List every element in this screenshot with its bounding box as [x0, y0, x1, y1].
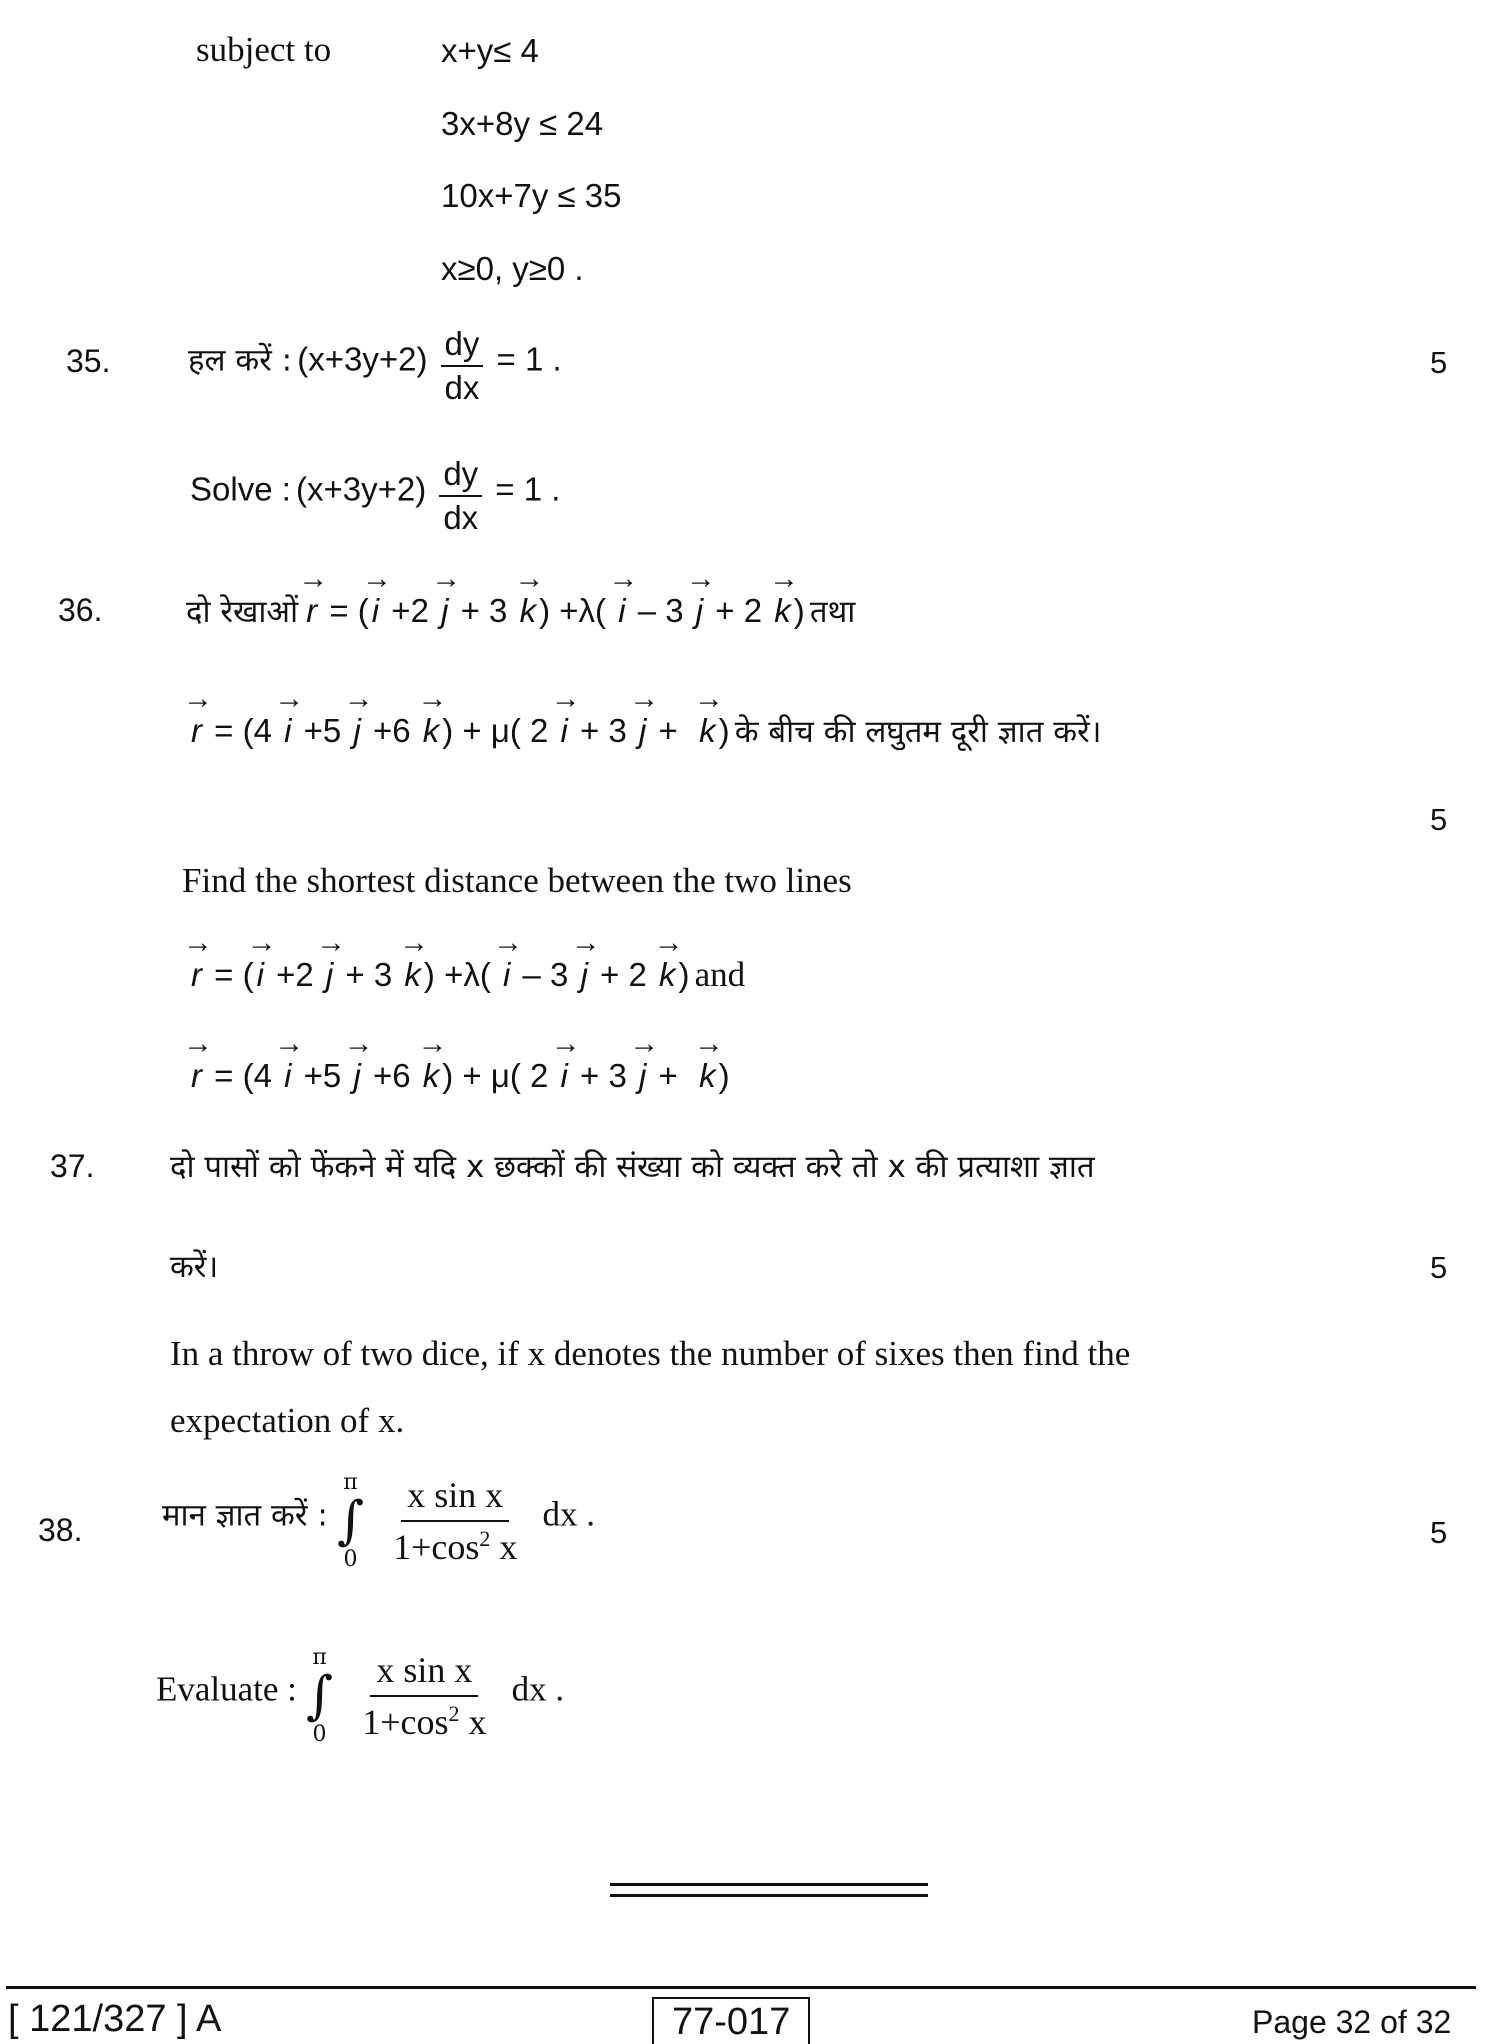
constraint-3: 10x+7y ≤ 35 — [441, 177, 622, 214]
q37-english-line-2: expectation of x. — [170, 1401, 405, 1440]
equation-text: = ( — [320, 592, 369, 629]
equation-text: ) — [678, 956, 690, 993]
vector-symbol: → i — [254, 956, 267, 994]
marks-37: 5 — [1430, 1250, 1448, 1285]
q38-hindi-prefix: मान ज्ञात करें : — [162, 1497, 328, 1534]
vector-symbol: → k — [656, 956, 679, 994]
question-number-35: 35. — [66, 343, 111, 379]
line-equation-2 — [188, 712, 730, 749]
question-number-38: 38. — [38, 1512, 83, 1548]
equation-text: +5 — [294, 1057, 351, 1094]
vector-symbol: → i — [558, 712, 571, 750]
vector-symbol: → k — [696, 712, 719, 750]
q35-rhs-en: = 1 . — [495, 470, 561, 508]
constraint-2: 3x+8y ≤ 24 — [441, 105, 604, 142]
equation-text: ) +λ( — [539, 592, 616, 629]
integral-sign: π ∫ 0 — [306, 1645, 334, 1747]
integrand-fraction — [356, 1649, 492, 1743]
vector-symbol: → k — [420, 712, 443, 750]
page-number: Page 32 of 32 — [1252, 2004, 1452, 2040]
equation-text: + — [649, 1057, 697, 1094]
vector-symbol: → r — [188, 1057, 205, 1095]
vector-symbol: → k — [696, 1057, 719, 1095]
q36-hindi-line-2 — [188, 710, 1101, 752]
q36-hindi-suffix: के बीच की लघुतम दूरी ज्ञात करें। — [734, 714, 1102, 750]
equation-text: +6 — [363, 1057, 420, 1094]
equation-text: +5 — [294, 712, 351, 749]
q38-hindi-integral — [162, 1470, 595, 1572]
vector-symbol: → i — [281, 712, 294, 750]
integral-sign: π ∫ 0 — [336, 1470, 365, 1572]
marks-35: 5 — [1430, 345, 1448, 380]
q36-english-text: Find the shortest distance between the two lines — [182, 861, 852, 900]
vector-symbol: → r — [303, 592, 320, 630]
equation-text: + 3 — [451, 592, 517, 629]
q37-english-line-1: In a throw of two dice, if x denotes the number of sixes then find the — [170, 1334, 1131, 1373]
equation-text: ) +λ( — [423, 956, 500, 993]
vector-symbol: → j — [350, 1057, 363, 1095]
equation-text: – 3 — [513, 956, 578, 993]
q38-english-prefix: Evaluate : — [156, 1669, 297, 1709]
fraction-denominator: dx — [444, 369, 480, 406]
vector-symbol: → j — [323, 956, 336, 994]
vector-symbol: → r — [188, 956, 205, 994]
equation-text: + 2 — [590, 956, 657, 993]
vector-symbol: → j — [578, 956, 591, 994]
question-number-36: 36. — [58, 592, 103, 628]
q36-hindi-and: तथा — [809, 594, 856, 630]
q35-rhs: = 1 . — [496, 340, 562, 378]
fraction-denominator: dx — [443, 499, 479, 536]
integrand-numerator: x sin x — [370, 1649, 478, 1697]
vector-symbol: → j — [693, 592, 706, 630]
equation-text: + 2 — [706, 592, 772, 629]
paper-code: [ 121/327 ] A — [8, 1998, 222, 2040]
vector-symbol: → j — [636, 1057, 649, 1095]
q38-english-integral — [156, 1645, 564, 1747]
upper-limit: π — [312, 1645, 327, 1670]
line-equation-2-en — [188, 1057, 730, 1094]
footer-divider — [6, 1986, 1476, 1989]
integrand-denominator: $1+\cos^2$ x — [393, 1526, 518, 1567]
vector-symbol: → j — [636, 712, 649, 750]
differential: dx . — [542, 1494, 596, 1534]
q36-english-and: and — [694, 955, 746, 994]
derivative-fraction — [441, 325, 484, 407]
integrand-numerator: x sin x — [401, 1474, 509, 1522]
lower-limit: 0 — [312, 1722, 327, 1747]
equation-text: – 3 — [628, 592, 693, 629]
constraint-4: x≥0, y≥0 . — [441, 250, 584, 287]
marks-36: 5 — [1430, 802, 1448, 837]
subject-to-label: subject to — [196, 30, 332, 69]
line-equation-1-en — [188, 956, 690, 993]
equation-text: ) — [718, 712, 730, 749]
line-equation-1 — [303, 592, 805, 629]
fraction-numerator: dy — [441, 325, 484, 367]
equation-text: ) — [718, 1057, 730, 1094]
equation-text: +2 — [266, 956, 323, 993]
equation-text: +6 — [363, 712, 420, 749]
end-rule-top — [610, 1883, 928, 1886]
equation-text: + 3 — [570, 1057, 637, 1094]
vector-symbol: → k — [517, 592, 540, 630]
equation-text: = (4 — [205, 1057, 282, 1094]
equation-text: ) — [793, 592, 805, 629]
vector-symbol: → i — [281, 1057, 294, 1095]
q35-hindi-equation — [188, 325, 562, 407]
lower-limit: 0 — [343, 1547, 358, 1572]
vector-symbol: → r — [188, 712, 205, 750]
vector-symbol: → j — [438, 592, 451, 630]
end-rule-bottom — [610, 1894, 928, 1897]
vector-symbol: → k — [401, 956, 424, 994]
q35-hindi-prefix: हल करें : — [188, 342, 293, 379]
vector-symbol: → k — [771, 592, 794, 630]
q36-hindi-prefix: दो रेखाओं — [186, 594, 299, 630]
fraction-numerator: dy — [439, 455, 482, 497]
marks-38: 5 — [1430, 1515, 1448, 1550]
vector-symbol: → i — [615, 592, 628, 630]
constraint-1: x+y≤ 4 — [441, 32, 539, 69]
equation-text: + 3 — [336, 956, 402, 993]
q35-lhs-en: (x+3y+2) — [295, 470, 427, 508]
vector-symbol: → j — [350, 712, 363, 750]
equation-text: + — [649, 712, 697, 749]
equation-text: ) + μ( 2 — [442, 712, 558, 749]
integrand-fraction — [387, 1474, 523, 1568]
equation-text: + 3 — [570, 712, 637, 749]
equation-text: +2 — [382, 592, 439, 629]
vector-symbol: → i — [500, 956, 513, 994]
q37-hindi-line-1: दो पासों को फेंकने में यदि x छक्कों की संख्या को व्यक्त करे तो x की प्रत्याशा ज्ञात — [170, 1149, 1095, 1185]
q36-english-line-2 — [188, 1057, 730, 1095]
equation-text: = (4 — [205, 712, 282, 749]
upper-limit: π — [343, 1470, 358, 1495]
equation-text: ) + μ( 2 — [442, 1057, 558, 1094]
q36-hindi-line-1 — [186, 590, 855, 632]
question-number-37: 37. — [50, 1148, 95, 1184]
vector-symbol: → k — [420, 1057, 443, 1095]
differential: dx . — [511, 1669, 565, 1709]
derivative-fraction-en — [439, 455, 482, 537]
q35-lhs: (x+3y+2) — [297, 340, 428, 378]
q36-english-line-1 — [188, 955, 745, 995]
equation-text: = ( — [205, 956, 254, 993]
q35-english-prefix: Solve : — [190, 470, 291, 508]
integrand-denominator: $1+\cos^2$ x — [362, 1701, 487, 1742]
q37-hindi-line-2: करें। — [170, 1249, 219, 1285]
vector-symbol: → i — [558, 1057, 571, 1095]
q35-english-equation — [190, 455, 560, 537]
booklet-code-box: 77-017 — [652, 1997, 810, 2044]
vector-symbol: → i — [369, 592, 382, 630]
